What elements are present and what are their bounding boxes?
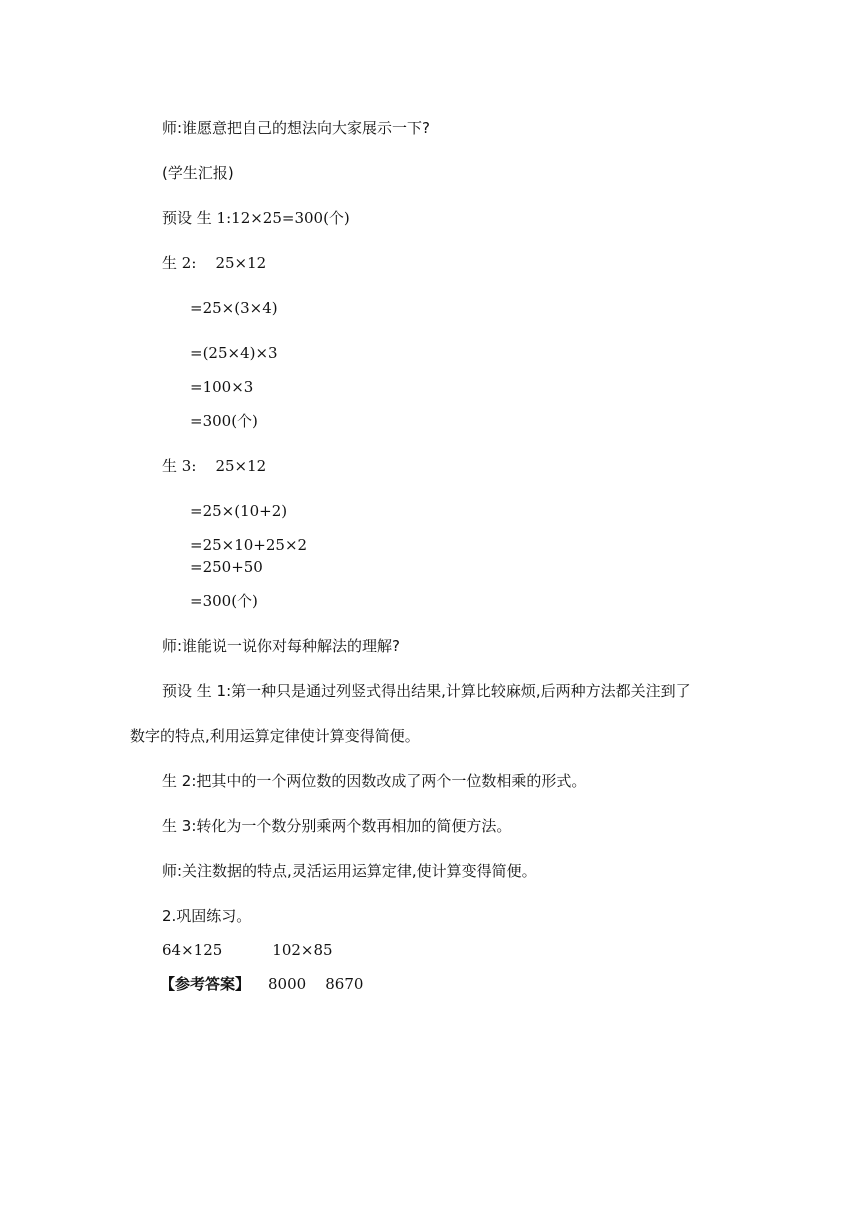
preset-student-1-explanation	[162, 681, 691, 701]
teacher-question-1: 师:谁愿意把自己的想法向大家展示一下?	[162, 119, 431, 137]
student-3-step-1: =25×(10+2)	[190, 502, 288, 520]
student-2-explanation-text: 2:把其中的一个两位数的因数改成了两个一位数相乘的形式。	[181, 772, 587, 790]
student-label: 生	[162, 457, 182, 475]
student-2-step-3: =100×3	[190, 378, 254, 396]
preset-label: 预设 生	[162, 682, 217, 700]
student-2-explanation	[162, 771, 586, 791]
student-label: 生	[162, 817, 182, 835]
student-report-label: (学生汇报)	[162, 164, 234, 182]
preset-student-1-explanation-cont: 数字的特点,利用运算定律使计算变得简便。	[130, 727, 420, 745]
student-3-step-4: =300(个)	[190, 592, 258, 610]
student-2-step-1: =25×(3×4)	[190, 299, 278, 317]
student-label: 生	[162, 254, 182, 272]
student-2-header	[162, 253, 266, 273]
teacher-summary: 师:关注数据的特点,灵活运用运算定律,使计算变得简便。	[162, 862, 537, 880]
student-3-step-2: =25×10+25×2	[190, 536, 308, 554]
student-2-step-2: =(25×4)×3	[190, 344, 278, 362]
reference-answer-label: 【参考答案】	[160, 975, 251, 993]
student-3-header	[162, 456, 266, 476]
student-3-expression: 3: 25×12	[181, 457, 267, 475]
student-label: 生	[162, 772, 182, 790]
student-2-step-4: =300(个)	[190, 412, 258, 430]
teacher-question-2: 师:谁能说一说你对每种解法的理解?	[162, 637, 401, 655]
student-1-calculation: 1:12×25=300(个)	[216, 209, 350, 227]
student-3-step-3: =250+50	[190, 558, 263, 576]
student-1-explanation-text: 1:第一种只是通过列竖式得出结果,计算比较麻烦,后两种方法都关注到了	[216, 682, 691, 700]
exercise-problem-1: 64×125	[162, 941, 223, 959]
student-2-expression: 2: 25×12	[181, 254, 267, 272]
reference-answer-values: 8000 8670	[268, 975, 364, 993]
reference-answer	[160, 974, 363, 994]
preset-label: 预设 生	[162, 209, 217, 227]
consolidation-exercise-heading: 2.巩固练习。	[162, 907, 252, 925]
exercise-problem-2: 102×85	[272, 941, 333, 959]
student-3-explanation	[162, 816, 511, 836]
exercise-problems	[162, 940, 333, 960]
preset-student-1-answer	[162, 208, 350, 228]
student-3-explanation-text: 3:转化为一个数分别乘两个数再相加的简便方法。	[181, 817, 512, 835]
